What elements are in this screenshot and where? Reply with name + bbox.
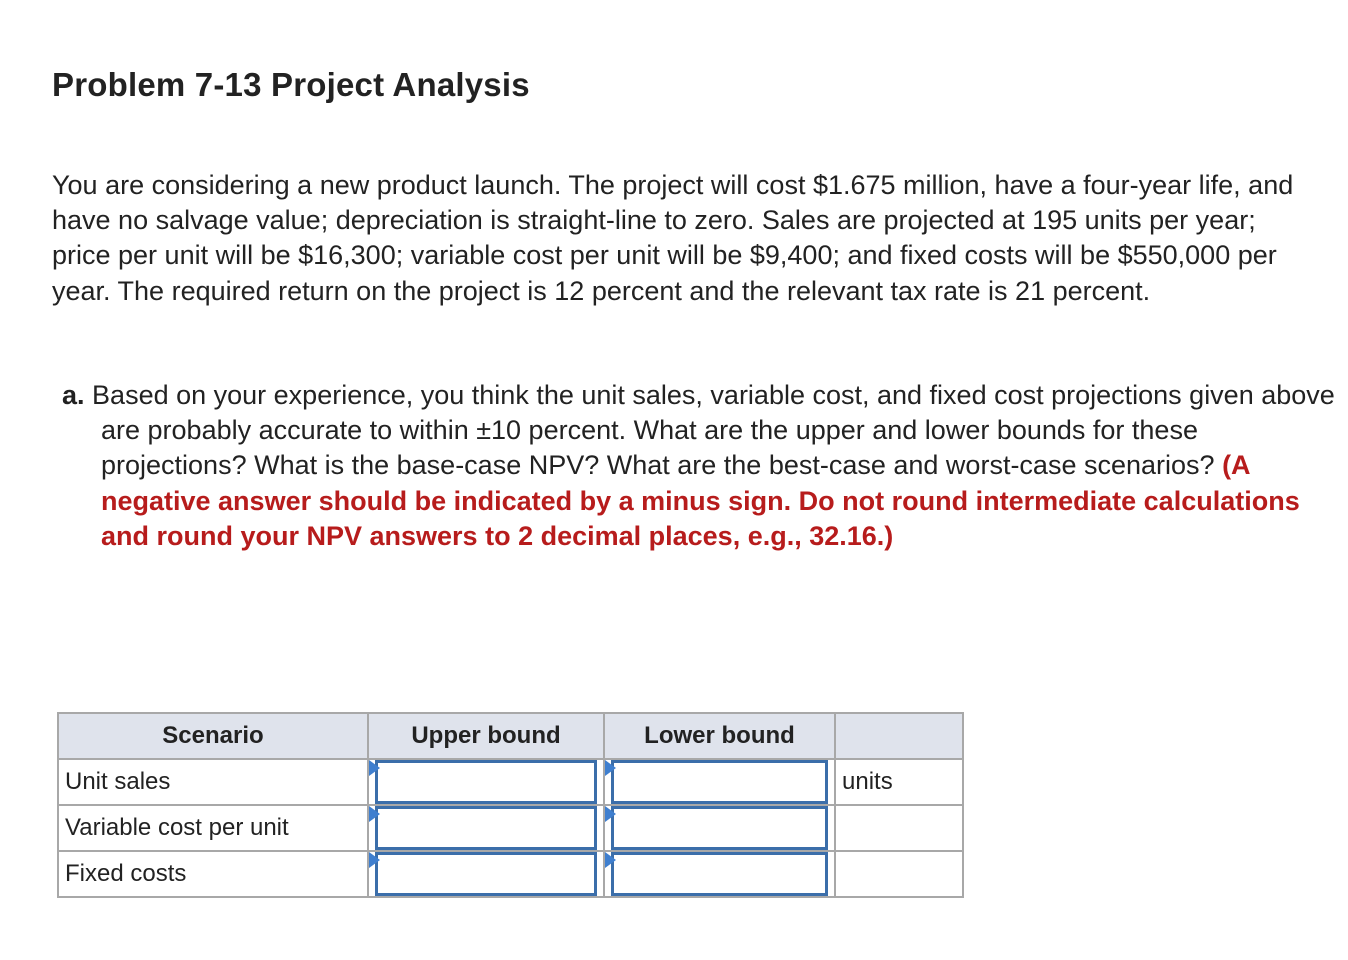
unit-label-cell	[835, 851, 963, 897]
lower-bound-cell	[604, 851, 835, 897]
problem-title: Problem 7-13 Project Analysis	[52, 66, 530, 103]
problem-intro: You are considering a new product launch. The project will cost $1.675 million, have a four-year life, and have no salvage value; depreciation is straight-line to zero. Sales are projected at 195 units per year; price per unit will be $16,300; variable cost per unit will be $9,400; and fixed costs will be $550,000 per year. The required return on the project is 12 percent and the relevant tax rate is 21 percent.	[52, 170, 1294, 306]
table-row	[58, 759, 963, 805]
header-scenario: Scenario	[58, 713, 368, 759]
part-a-instructions: (A negative answer should be indicated by a minus sign. Do not round intermediate calculations and round your NPV answers to 2 decimal places, e.g., 32.16.)	[101, 450, 1300, 551]
row-label-variable-cost: Variable cost per unit	[58, 805, 368, 851]
variable-cost-lower-input[interactable]	[611, 806, 828, 850]
scenario-bounds-table	[57, 712, 964, 898]
lower-bound-cell	[604, 759, 835, 805]
header-lower-bound: Lower bound	[604, 713, 835, 759]
upper-bound-cell	[368, 805, 604, 851]
unit-label-cell	[835, 805, 963, 851]
fixed-costs-lower-input[interactable]	[611, 852, 828, 896]
upper-bound-cell	[368, 759, 604, 805]
part-a-label: a.	[62, 380, 85, 410]
variable-cost-upper-input[interactable]	[375, 806, 597, 850]
fixed-costs-upper-input[interactable]	[375, 852, 597, 896]
table-header-row	[58, 713, 963, 759]
part-a-question	[62, 378, 1341, 554]
part-a-question-text: Based on your experience, you think the unit sales, variable cost, and fixed cost projections given above are probably accurate to within ±10 percent. What are the upper and lower bounds for these projections? What is the base-case NPV? What are the best-case and worst-case scenarios?	[92, 380, 1335, 481]
unit-sales-lower-input[interactable]	[611, 760, 828, 804]
row-label-fixed-costs: Fixed costs	[58, 851, 368, 897]
unit-sales-upper-input[interactable]	[375, 760, 597, 804]
table-row	[58, 805, 963, 851]
table-row	[58, 851, 963, 897]
lower-bound-cell	[604, 805, 835, 851]
header-unit	[835, 713, 963, 759]
upper-bound-cell	[368, 851, 604, 897]
header-upper-bound: Upper bound	[368, 713, 604, 759]
row-label-unit-sales: Unit sales	[58, 759, 368, 805]
unit-label-cell: units	[835, 759, 963, 805]
